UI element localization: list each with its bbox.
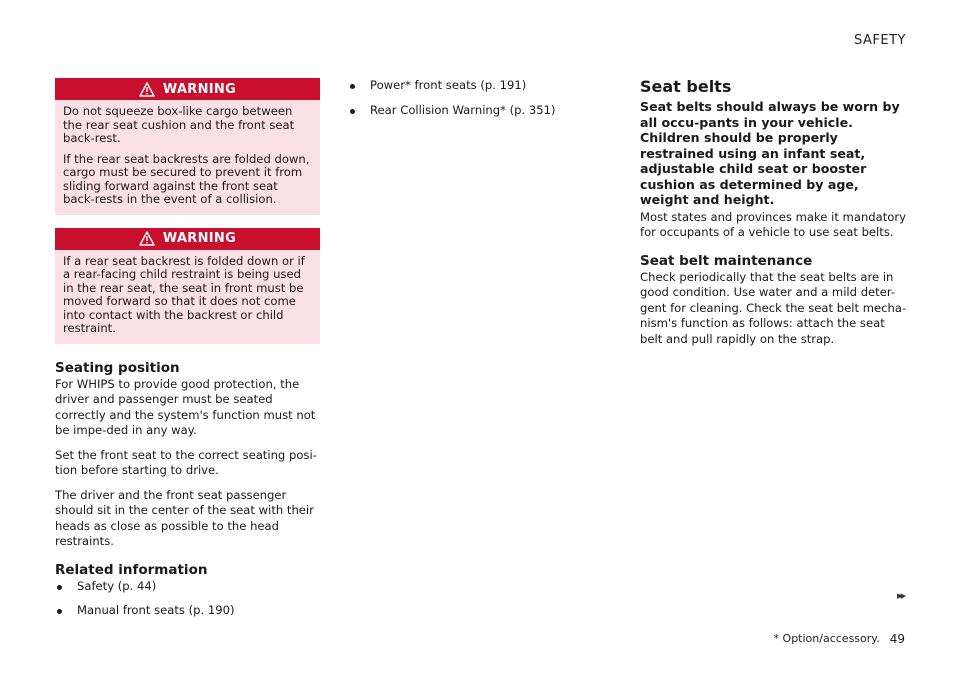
footnote: * Option/accessory. <box>773 632 880 645</box>
warning-paragraph: If a rear seat backrest is folded down or if a rear-facing child restraint is being used in the rear seat, the seat in front must be moved forward so that it does not come into contact with the backrest or child restraint. <box>63 253 305 335</box>
body-paragraph: For WHIPS to provide good protection, the driver and passenger must be seated correctly and the system's function must not be impe-ded in any way. <box>55 376 316 437</box>
warning-body <box>55 250 320 344</box>
warning-header <box>55 78 320 100</box>
seat-belt-maintenance-heading: Seat belt maintenance <box>640 252 813 269</box>
related-link[interactable]: Manual front seats (p. 190) <box>55 603 320 619</box>
related-list <box>55 579 320 619</box>
related-information-heading: Related information <box>55 561 208 578</box>
intro-paragraph: Seat belts should always be worn by all occu-pants in your vehicle. Children should be properly restrained using an infant seat, adjustable child seat or booster cushion as determined by age, weight and height. <box>640 99 900 207</box>
warning-box <box>55 78 320 215</box>
warning-box <box>55 228 320 344</box>
seat-belts-heading: Seat belts <box>640 77 732 96</box>
bullet-icon <box>350 84 355 89</box>
warning-triangle-icon <box>139 82 155 97</box>
column-right <box>640 78 908 356</box>
bullet-icon <box>57 585 62 590</box>
warning-body <box>55 100 320 215</box>
column-middle <box>348 78 588 127</box>
warning-paragraph: Do not squeeze box-like cargo between the rear seat cushion and the front seat back-rest. <box>63 104 295 145</box>
warning-label: WARNING <box>162 231 237 246</box>
related-link[interactable]: Power* front seats (p. 191) <box>348 78 588 94</box>
seating-position-heading: Seating position <box>55 359 180 376</box>
body-paragraph: Set the front seat to the correct seating posi-tion before starting to drive. <box>55 447 317 477</box>
bullet-icon <box>57 609 62 614</box>
warning-label: WARNING <box>162 81 237 97</box>
warning-header <box>55 228 320 250</box>
page-number: 49 <box>889 632 905 646</box>
warning-paragraph: If the rear seat backrests are folded down, cargo must be secured to prevent it from sliding forward against the front seat back-rests in the event of a collision. <box>63 151 310 206</box>
page-section-title: SAFETY <box>854 33 906 48</box>
related-link[interactable]: Safety (p. 44) <box>55 579 320 595</box>
next-page-arrows-icon[interactable]: ▸▸ <box>896 589 904 602</box>
related-list-continued <box>348 78 588 118</box>
footer <box>774 632 905 646</box>
related-link[interactable]: Rear Collision Warning* (p. 351) <box>348 103 588 119</box>
body-paragraph: The driver and the front seat passenger should sit in the center of the seat with their heads as close as possible to the head restraints. <box>55 487 314 548</box>
body-paragraph: Most states and provinces make it mandatory for occupants of a vehicle to use seat belts. <box>640 209 907 239</box>
bullet-icon <box>350 109 355 114</box>
warning-triangle-icon <box>139 231 155 246</box>
body-paragraph: Check periodically that the seat belts are in good condition. Use water and a mild deter-gent for cleaning. Check the seat belt mecha-nism's function as follows: attach the seat belt and pull rapidly on the strap. <box>640 269 907 346</box>
column-left <box>55 78 320 628</box>
